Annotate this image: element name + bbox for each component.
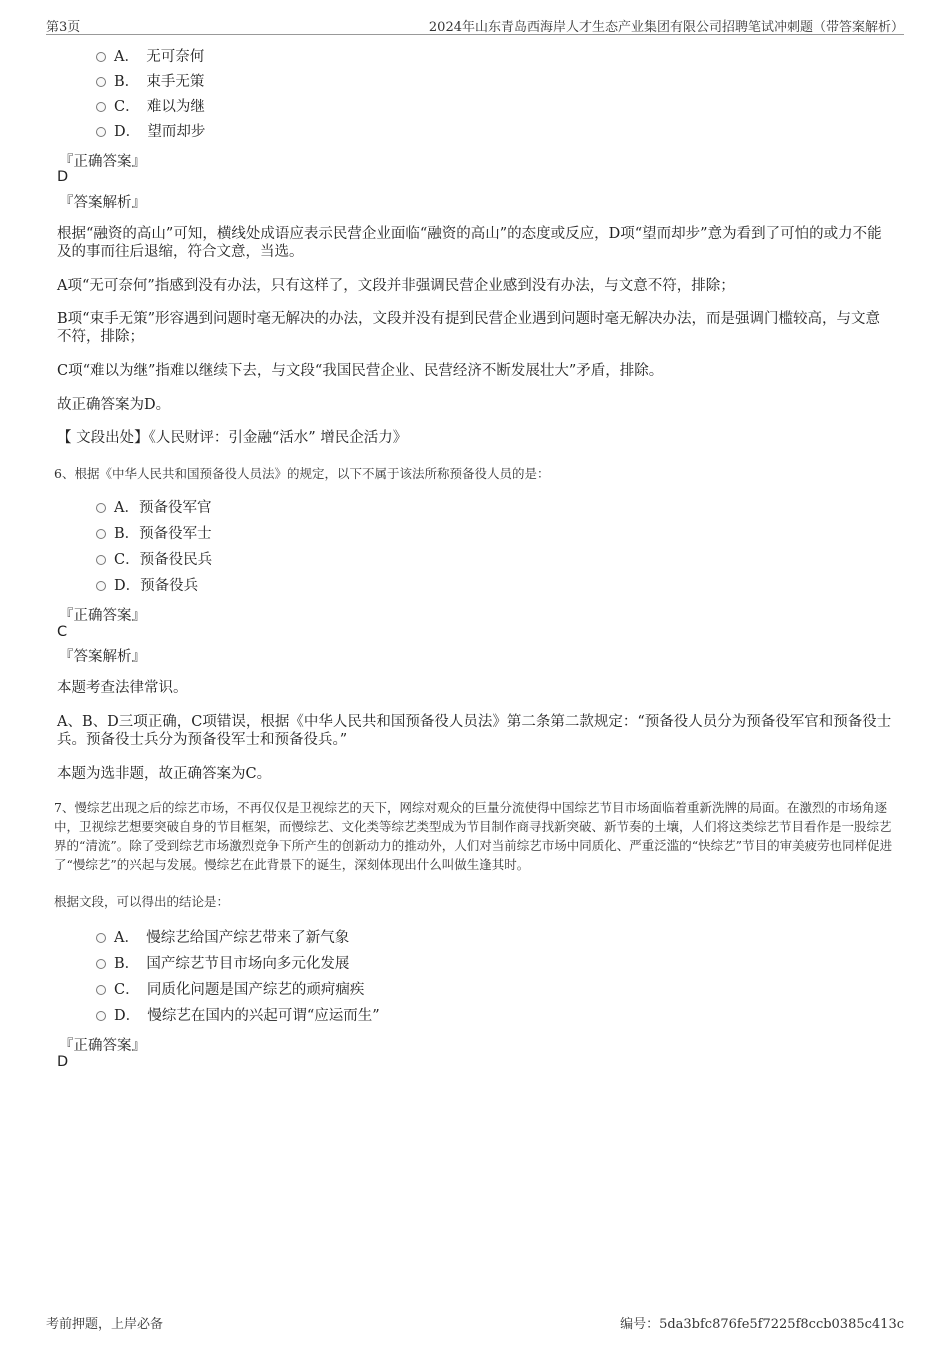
q5-analysis-para: A项“无可奈何”指感到没有办法，只有这样了，文段并非强调民营企业感到没有办法，与文意不符，排除； bbox=[57, 278, 735, 294]
q5-answer-label: 『正确答案』 bbox=[59, 154, 146, 170]
q5-analysis-para: C项“难以为继”指难以继续下去，与文段“我国民营企业、民营经济不断发展壮大”矛盾，排除。 bbox=[57, 363, 664, 379]
q6-option-d[interactable]: D．预备役兵 bbox=[96, 576, 198, 596]
radio-icon[interactable] bbox=[96, 529, 106, 539]
radio-icon[interactable] bbox=[96, 127, 106, 137]
q7-option-d[interactable]: D． 慢综艺在国内的兴起可谓“应运而生” bbox=[96, 1006, 380, 1026]
document-code: 编号：5da3bfc876fe5f7225f8ccb0385c413c bbox=[620, 1317, 904, 1332]
q5-answer: D bbox=[57, 169, 69, 185]
q5-analysis-label: 『答案解析』 bbox=[59, 195, 146, 211]
page-header bbox=[46, 16, 904, 35]
q6-option-a[interactable]: A．预备役军官 bbox=[96, 498, 211, 518]
radio-icon[interactable] bbox=[96, 52, 106, 62]
q6-analysis-label: 『答案解析』 bbox=[59, 649, 146, 665]
q6-analysis-para: 本题考查法律常识。 bbox=[57, 680, 188, 696]
radio-icon[interactable] bbox=[96, 959, 106, 969]
q6-option-c[interactable]: C．预备役民兵 bbox=[96, 550, 212, 570]
footer-slogan: 考前押题，上岸必备 bbox=[46, 1317, 164, 1332]
document-title: 2024年山东青岛西海岸人才生态产业集团有限公司招聘笔试冲刺题（带答案解析） bbox=[428, 20, 904, 35]
q6-question: 6、根据《中华人民共和国预备役人员法》的规定，以下不属于该法所称预备役人员的是： bbox=[54, 466, 550, 481]
radio-icon[interactable] bbox=[96, 1011, 106, 1021]
q5-source: 【 文段出处】《人民财评：引金融“活水” 增民企活力》 bbox=[57, 430, 408, 446]
q7-answer-label: 『正确答案』 bbox=[59, 1038, 146, 1054]
q6-analysis-para: A、B、D三项正确，C项错误，根据《中华人民共和国预备役人员法》第二条第二款规定：“预备役人员分为预备役军官和预备役士兵。预备役士兵分为预备役军士和预备役兵。” bbox=[57, 714, 892, 748]
radio-icon[interactable] bbox=[96, 77, 106, 87]
radio-icon[interactable] bbox=[96, 102, 106, 112]
radio-icon[interactable] bbox=[96, 503, 106, 513]
q5-analysis-para: 根据“融资的高山”可知，横线处成语应表示民营企业面临“融资的高山”的态度或反应，D项“望而却步”意为看到了可怕的或力不能及的事而往后退缩，符合文意，当选。 bbox=[57, 226, 882, 260]
q5-option-c[interactable]: C． 难以为继 bbox=[96, 97, 205, 117]
q7-option-a[interactable]: A． 慢综艺给国产综艺带来了新气象 bbox=[96, 928, 349, 948]
q5-option-a[interactable]: A． 无可奈何 bbox=[96, 47, 204, 67]
q7-answer: D bbox=[57, 1054, 69, 1070]
q6-option-b[interactable]: B．预备役军士 bbox=[96, 524, 212, 544]
q7-prompt: 根据文段，可以得出的结论是： bbox=[54, 894, 230, 909]
q7-option-c[interactable]: C． 同质化问题是国产综艺的顽疴痼疾 bbox=[96, 980, 364, 1000]
q6-answer: C bbox=[57, 624, 68, 640]
radio-icon[interactable] bbox=[96, 933, 106, 943]
radio-icon[interactable] bbox=[96, 581, 106, 591]
q5-analysis-para: B项“束手无策”形容遇到问题时毫无解决的办法，文段并没有提到民营企业遇到问题时毫无解决办法，而是强调门槛较高，与文意不符，排除； bbox=[57, 311, 880, 345]
radio-icon[interactable] bbox=[96, 985, 106, 995]
q5-analysis-para: 故正确答案为D。 bbox=[57, 397, 171, 413]
page-number: 第3页 bbox=[46, 20, 81, 35]
q5-option-d[interactable]: D． 望而却步 bbox=[96, 122, 205, 142]
q5-option-b[interactable]: B． 束手无策 bbox=[96, 72, 204, 92]
q6-analysis-para: 本题为选非题，故正确答案为C。 bbox=[57, 766, 272, 782]
q7-option-b[interactable]: B． 国产综艺节目市场向多元化发展 bbox=[96, 954, 349, 974]
q6-answer-label: 『正确答案』 bbox=[59, 608, 146, 624]
radio-icon[interactable] bbox=[96, 555, 106, 565]
q7-question: 7、慢综艺出现之后的综艺市场，不再仅仅是卫视综艺的天下，网综对观众的巨量分流使得中国综艺节目市场面临着重新洗牌的局面。在激烈的市场角逐中，卫视综艺想要突破自身的节目框架，而慢综艺、文化类等综艺类型成为节目制作商寻找新突破、新节奏的土壤，人们将这类综艺节目看作是一股综艺界的“清流”。除了受到综艺市场激烈竞争下所产生的创新动力的推动外，人们对当前综艺市场中同质化、严重泛滥的“快综艺”节目的审美疲劳也同样促进了“慢综艺”的兴起与发展。慢综艺在此背景下的诞生，深刻体现出什么叫做生逢其时。 bbox=[54, 800, 893, 872]
